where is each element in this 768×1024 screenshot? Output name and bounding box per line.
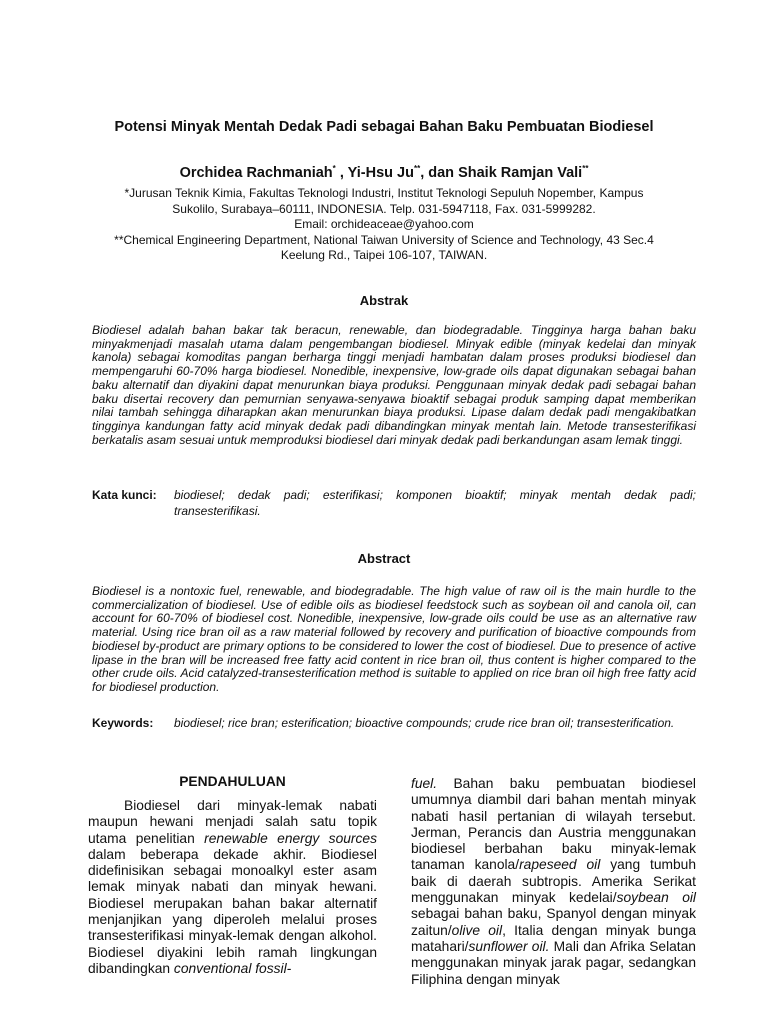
- author-3-mark: **: [582, 164, 589, 173]
- intro-col2-italic-1: fuel.: [411, 776, 438, 791]
- kata-kunci: [92, 488, 696, 520]
- affiliation-email[interactable]: Email: orchideaceae@yahoo.com: [294, 217, 474, 231]
- author-line: [0, 164, 768, 181]
- intro-col1-italic-1: renewable energy sources: [204, 830, 377, 846]
- author-1-mark: *: [332, 164, 336, 173]
- author-2: Yi-Hsu Ju: [347, 164, 414, 181]
- author-3: Shaik Ramjan Vali: [458, 164, 583, 181]
- intro-column-1: [88, 798, 377, 977]
- section-heading-pendahuluan: PENDAHULUAN: [179, 774, 286, 789]
- affiliation-line-1: *Jurusan Teknik Kimia, Fakultas Teknologi Industri, Institut Teknologi Sepuluh Nopember, Kampus: [124, 186, 644, 200]
- intro-col2-text-5: Mali dan Afrika Selatan menggunakan minyak jarak pagar, sedangkan Filiphina dengan minyak: [411, 938, 696, 987]
- kata-kunci-label: Kata kunci:: [92, 488, 157, 502]
- abstrak-text: Biodiesel adalah bahan bakar tak beracun, renewable, dan biodegradable. Tingginya harga bahan baku minyakmenjadi masalah utama dalam pengembangan biodiesel. Minyak edible (minyak kedelai dan minyak kanola) sebagai komoditas pangan berharga tinggi menjadi hambatan dalam proses produksi biodiesel dan mempengaruhi 60-70% harga biodiesel. Nonedible, inexpensive, low-grade oils dapat digunakan sebagai bahan baku alternatif dan diyakini dapat menurunkan biaya produksi. Penggunaan minyak dedak padi sebagai bahan baku disertai recovery dan pemurnian senyawa-senyawa bioaktif sebagai produk samping dapat memberikan nilai tambah sehingga diharapkan akan menurunkan biaya produksi. Lipase dalam dedak padi mengakibatkan tingginya kandungan fatty acid minyak dedak padi dibandingkan minyak mentah lain. Metode transesterifikasi berkatalis asam sesuai untuk memproduksi biodiesel dari minyak dedak padi berkandungan asam lemak tinggi.: [92, 323, 696, 447]
- affiliation-line-2: Sukolilo, Surabaya–60111, INDONESIA. Telp. 031-5947118, Fax. 031-5999282.: [172, 201, 596, 216]
- intro-col2-text-1: Bahan baku pembuatan biodiesel umumnya diambil dari bahan mentah minyak nabati hasil pertanian di wilayah tersebut. Jerman, Perancis dan Austria menggunakan biodiesel berbahan baku minyak-lemak tanaman kanola/: [411, 776, 696, 873]
- intro-col1-text-2: dalam beberapa dekade akhir. Biodiesel didefinisikan sebagai monoalkyl ester asam lemak minyak nabati dan minyak hewani. Biodiesel merupakan bahan bakar alternatif menjanjikan yang diperoleh melalui proses transesterifikasi minyak-lemak dengan alkohol. Biodiesel diyakini lebih ramah lingkungan dibandingkan: [88, 846, 377, 976]
- abstrak-heading: Abstrak: [359, 293, 409, 308]
- intro-col1-italic-2: conventional fossil-: [173, 960, 292, 976]
- intro-col2-text-2: yang tumbuh baik di daerah subtropis. Amerika Serikat menggunakan minyak kedelai/: [411, 857, 697, 906]
- intro-col2-italic-2: rapeseed oil: [519, 857, 601, 873]
- author-2-mark: **: [413, 164, 421, 173]
- affiliation-line-5: Keelung Rd., Taipei 106-107, TAIWAN.: [280, 248, 488, 262]
- keywords-label: Keywords:: [92, 716, 154, 730]
- keywords-text: biodiesel; rice bran; esterification; bioactive compounds; crude rice bran oil; transesterification.: [174, 716, 675, 730]
- abstract-heading: Abstract: [357, 551, 411, 566]
- author-1: Orchidea Rachmaniah: [179, 164, 333, 181]
- intro-col2-italic-3: soybean oil: [616, 890, 696, 906]
- intro-col2-text-3: sebagai bahan baku, Spanyol dengan minyak zaitun/: [411, 906, 696, 938]
- keywords: [92, 716, 696, 748]
- author-separator-1: ,: [335, 164, 348, 181]
- abstract-text: Biodiesel is a nontoxic fuel, renewable, and biodegradable. The high value of raw oil is the main hurdle to the commercialization of biodiesel. Use of edible oils as biodiesel feedstock such as soybean oil and canola oil, can account for 60-70% of biodiesel cost. Nonedible, inexpensive, low-grade oils could be use as an alternative raw material. Using rice bran oil as a raw material followed by recovery and purification of bioactive compounds from biodiesel by-product are primary options to be considered to lower the cost of biodiesel. Due to presence of active lipase in the bran will be increased free fatty acid content in rice bran oil, thus content is higher compared to the other crude oils. Acid catalyzed-transesterification method is suitable to applied on rice bran oil high free fatty acid for biodiesel production.: [92, 584, 696, 694]
- affiliation-block: [80, 186, 688, 264]
- kata-kunci-text: biodiesel; dedak padi; esterifikasi; komponen bioaktif; minyak mentah dedak padi; transesterifikasi.: [174, 488, 696, 518]
- author-separator-2: , dan: [420, 164, 459, 181]
- intro-col2-text-4: , Italia dengan minyak bunga matahari/: [411, 922, 697, 954]
- intro-column-2: [411, 776, 696, 988]
- intro-col2-italic-4: olive oil: [451, 922, 503, 938]
- intro-col1-text-1: Biodiesel dari minyak-lemak nabati maupun hewani menjadi salah satu topik utama penelitian: [88, 798, 377, 846]
- affiliation-line-4: **Chemical Engineering Department, National Taiwan University of Science and Technology, 43 Sec.4: [114, 232, 654, 247]
- paper-title: Potensi Minyak Mentah Dedak Padi sebagai Bahan Baku Pembuatan Biodiesel: [114, 119, 654, 135]
- intro-col2-italic-5: sunflower oil.: [468, 938, 550, 954]
